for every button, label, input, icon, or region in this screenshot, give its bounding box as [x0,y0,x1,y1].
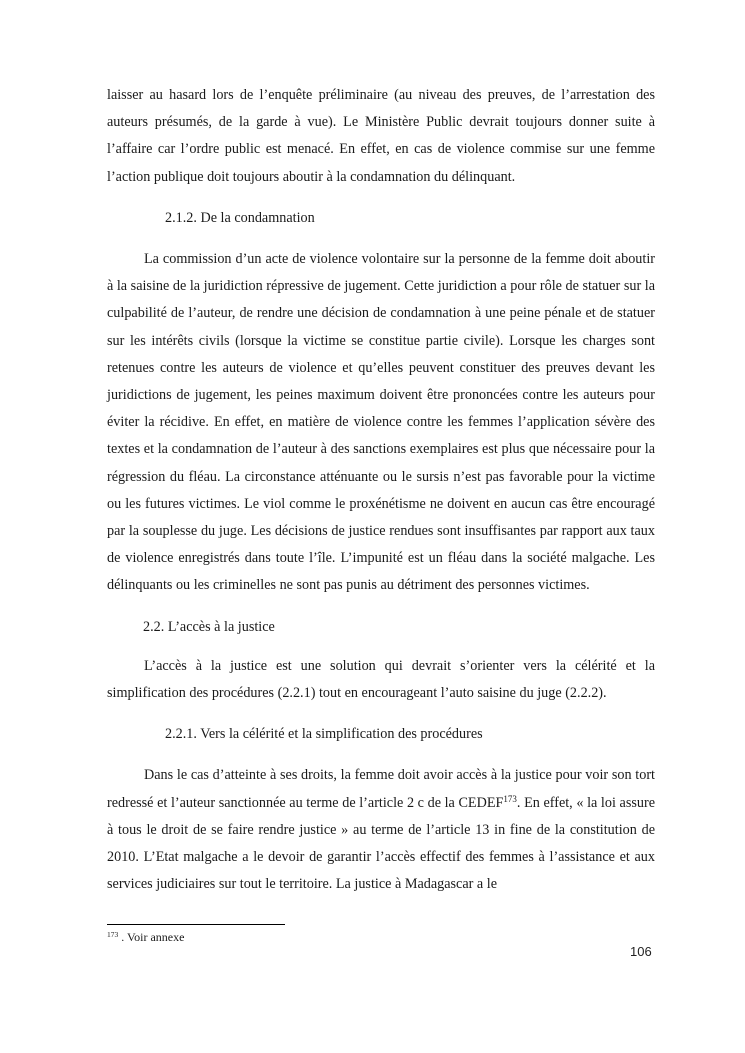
page-number: 106 [630,944,652,959]
footnote-reference[interactable]: 173 [503,793,517,804]
spacer [107,707,655,721]
footnote-separator [107,924,285,925]
paragraph-condamnation: La commission d’un acte de violence volontaire sur la personne de la femme doit aboutir à la saisine de la juridiction répressive de jugement. Cette juridiction a pour rôle de statuer sur la culpabilité de l’auteur, de rendre une décision de condamnation à une peine pénale et de statuer sur les intérêts civils (lorsque la victime se constitue partie civile). Lorsque les charges sont retenues contre les auteurs de violence et qu’elles peuvent constituer des preuves devant les juridictions de jugement, les peines maximum doivent être prononcées contre les auteurs pour éviter la récidive. En effet, en matière de violence contre les femmes l’application sévère des textes et la condamnation de l’auteur à des sanctions exemplaires est plus que nécessaire pour la régression du fléau. La circonstance atténuante ou le sursis n’est pas favorable pour la victime ou les futures victimes. Le viol comme le proxénétisme ne doivent en aucun cas être encouragé par la souplesse du juge. Les décisions de justice rendues sont insuffisantes par rapport aux taux de violence enregistrés dans toute l’île. L’impunité est un fléau dans la société malgache. Les délinquants ou les criminelles ne sont pas punis au détriment des personnes victimes. [107,251,655,594]
section-heading-2-2-1: 2.2.1. Vers la célérité et la simplification des procédures [165,726,483,743]
spacer [107,232,655,246]
paragraph-celerite [107,762,655,898]
paragraph-celerite-end: . En effet, « la loi assure à tous le droit de se faire rendre justice » au terme de l’article 13 in fine de la constitution de 2010. L’Etat malgache a le devoir de garantir l’accès effectif des femmes à l’assistance et aux services judiciaires sur tout le territoire. La justice à Madagascar a le [107,794,655,893]
page-body [107,82,655,898]
spacer [107,748,655,762]
footnote-number: 173 [107,930,119,939]
section-heading-2-1-2: 2.1.2. De la condamnation [165,209,315,226]
section-heading-2-2: 2.2. L’accès à la justice [143,618,275,635]
footnote-text: . Voir annexe [118,930,185,944]
spacer [107,600,655,614]
paragraph-acces: L’accès à la justice est une solution qui devrait s’orienter vers la célérité et la simplification des procédures (2.2.1) tout en encourageant l’auto saisine du juge (2.2.2). [107,657,655,702]
footnote [107,929,184,945]
spacer [107,641,655,653]
spacer [107,191,655,205]
paragraph-intro: laisser au hasard lors de l’enquête préliminaire (au niveau des preuves, de l’arrestation des auteurs présumés, de la garde à vue). Le Ministère Public devrait toujours donner suite à l’affaire car l’ordre public est menacé. En effet, en cas de violence commise sur une femme l’action publique doit toujours aboutir à la condamnation du délinquant. [107,87,655,185]
paragraph-celerite-start: Dans le cas d’atteinte à ses droits, la femme doit avoir accès à la justice pour voir son tort redressé et l’auteur sanctionnée au terme de l’article 2 c de la CEDEF [107,767,655,811]
